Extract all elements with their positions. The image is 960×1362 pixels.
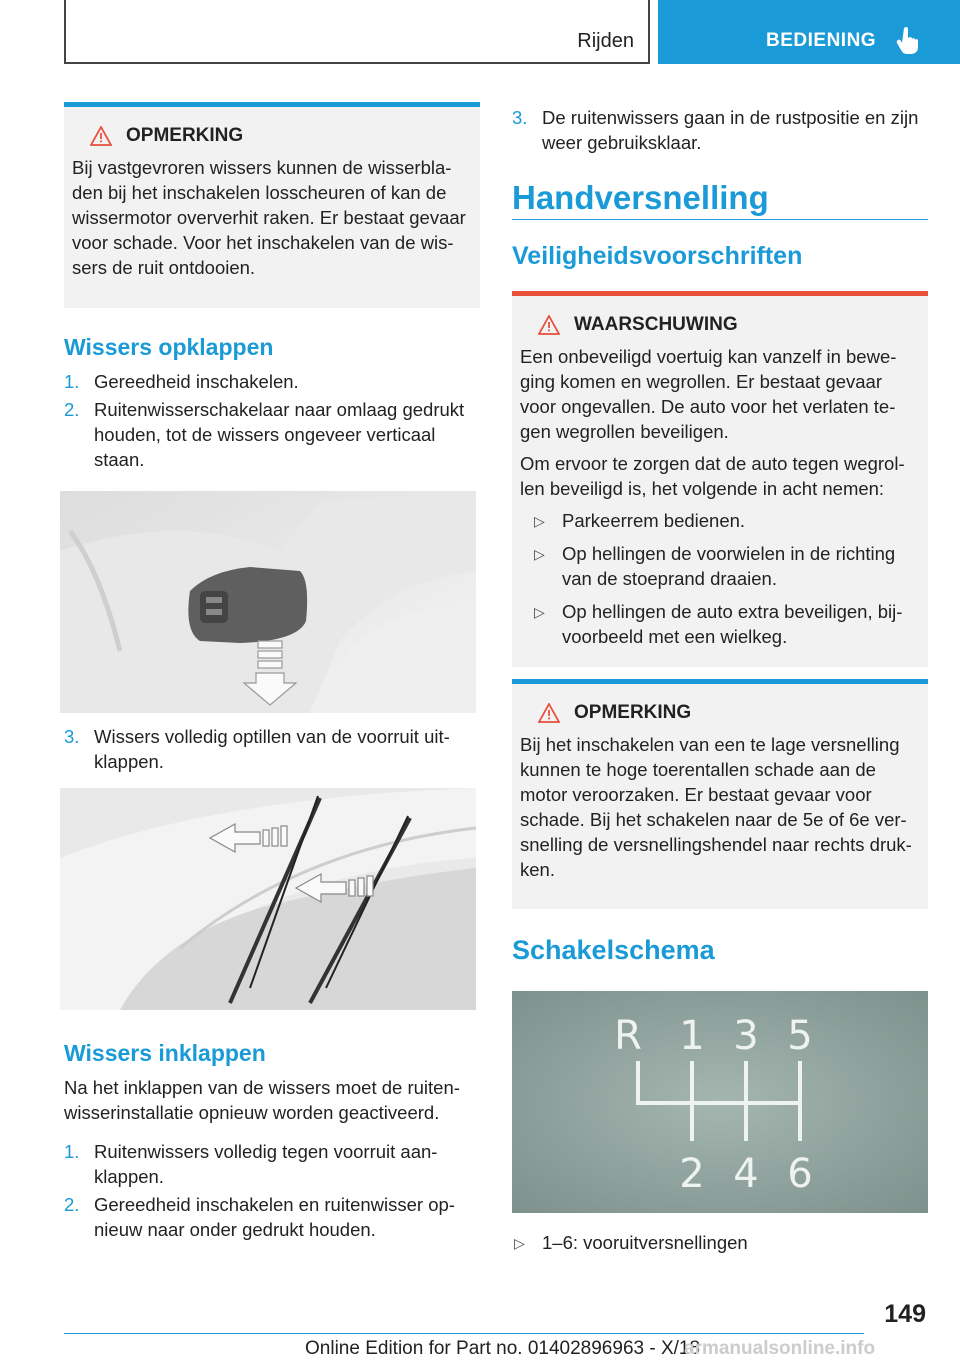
notice-heading-text: OPMERKING xyxy=(126,125,244,146)
step-text: Gereedheid inschakelen en ruitenwisser op- nieuw naar onder gedrukt houden. xyxy=(94,1194,455,1240)
footer-divider xyxy=(64,1333,864,1334)
step-text: Ruitenwisserschakelaar naar omlaag gedrukt houden, tot de wissers ongeveer verticaal staan. xyxy=(94,399,465,470)
triangle-bullet-icon: ▷ xyxy=(534,546,545,562)
header-chapter-tab xyxy=(658,0,960,64)
step-text: Ruitenwissers volledig tegen voorruit aan- klappen. xyxy=(94,1141,438,1187)
step-text: De ruitenwissers gaan in de rustpositie en zijn weer gebruiksklaar. xyxy=(542,107,919,153)
warning-text-1: Een onbeveiligd voertuig kan vanzelf in bewe- ging komen en wegrollen. Er bestaat gevaar voor ongevallen. De auto voor het verlaten te- gen wegrollen beveiligen. xyxy=(520,346,897,442)
header-chapter-label: BEDIENING xyxy=(766,30,877,51)
page-number: 149 xyxy=(884,1300,926,1328)
section-title-schema: Schakelschema xyxy=(512,935,715,965)
section-title-fold-in: Wissers inklappen xyxy=(64,1040,266,1066)
triangle-bullet-icon: ▷ xyxy=(514,1235,525,1251)
list-item xyxy=(520,541,920,591)
fold-in-intro: Na het inklappen van de wissers moet de ruiten- wisserinstallatie opnieuw worden geactiveerd. xyxy=(64,1077,460,1123)
step-number: 1. xyxy=(64,371,80,392)
fold-in-section xyxy=(64,1040,480,1245)
notice-text: Bij het inschakelen van een te lage versnelling kunnen te hoge toerentallen schade aan de motor veroorzaken. Er bestaat gevaar voor schade. Bij het schakelen naar de 5e of 6e ver- snelling de versnellingshendel naar rechts druk- ken. xyxy=(520,734,912,880)
notice-box xyxy=(512,679,928,909)
header-section-box xyxy=(64,0,650,64)
section-title-fold-up: Wissers opklappen xyxy=(64,334,274,360)
triangle-bullet-icon: ▷ xyxy=(534,513,545,529)
gear-label-bottom: 2 xyxy=(679,1151,705,1197)
list-item xyxy=(64,724,480,774)
left-column xyxy=(64,102,480,475)
warning-heading xyxy=(538,314,920,336)
list-item xyxy=(520,508,920,533)
step-number: 2. xyxy=(64,1194,80,1215)
warning-box xyxy=(512,291,928,667)
bullet-text: Parkeerrem bedienen. xyxy=(562,510,746,531)
bullet-text: Op hellingen de voorwielen in de richting van de stoeprand draaien. xyxy=(562,543,896,589)
list-item xyxy=(512,105,928,155)
list-item xyxy=(520,599,920,649)
list-item xyxy=(64,369,480,394)
warning-triangle-icon xyxy=(538,703,560,723)
gear-label-top: 1 xyxy=(679,1013,705,1059)
step-number: 2. xyxy=(64,399,80,420)
wipers-raised-illustration xyxy=(60,788,476,1010)
triangle-bullet-icon: ▷ xyxy=(534,604,545,620)
shift-pattern-diagram xyxy=(512,991,928,1213)
edition-text: Online Edition for Part no. 01402896963 - X/18 xyxy=(305,1338,701,1359)
gear-label-bottom: 4 xyxy=(733,1151,759,1197)
bullet-text: 1–6: vooruitversnellingen xyxy=(542,1232,748,1253)
right-column xyxy=(512,105,928,966)
chapter-title: Handversnelling xyxy=(512,179,928,220)
step-number: 3. xyxy=(512,107,528,128)
notice-heading-text: OPMERKING xyxy=(574,702,692,723)
step-number: 3. xyxy=(64,726,80,747)
section-title-safety: Veiligheidsvoorschriften xyxy=(512,242,803,270)
header-section-label: Rijden xyxy=(577,30,634,52)
list-item xyxy=(64,397,480,472)
step-number: 1. xyxy=(64,1141,80,1162)
fold-up-step3-block xyxy=(64,724,480,777)
warning-heading-text: WAARSCHUWING xyxy=(574,314,738,335)
gear-label-top: 3 xyxy=(733,1013,759,1059)
notice-heading xyxy=(90,125,472,147)
notice-heading xyxy=(538,702,920,724)
gear-bullet-list xyxy=(512,1226,928,1263)
warning-triangle-icon xyxy=(90,126,112,146)
gear-label-bottom: 6 xyxy=(787,1151,813,1197)
list-item xyxy=(64,1139,480,1189)
list-item xyxy=(512,1230,928,1255)
step-text: Gereedheid inschakelen. xyxy=(94,371,299,392)
gear-label-top: R xyxy=(614,1013,642,1059)
wiper-switch-illustration xyxy=(60,491,476,713)
bullet-text: Op hellingen de auto extra beveiligen, bij- voorbeeld met een wielkeg. xyxy=(562,601,903,647)
list-item xyxy=(64,1192,480,1242)
warning-text-2: Om ervoor te zorgen dat de auto tegen wegrol- len beveiligd is, het volgende in acht nemen: xyxy=(520,453,905,499)
warning-triangle-icon xyxy=(538,315,560,335)
notice-box xyxy=(64,102,480,308)
fold-up-steps xyxy=(64,369,480,472)
hand-pointer-icon xyxy=(896,26,922,54)
step-text: Wissers volledig optillen van de voorruit uit- klappen. xyxy=(94,726,450,772)
notice-text: Bij vastgevroren wissers kunnen de wisserbla- den bij het inschakelen losscheuren of kan de wissermotor oververhit raken. Er bestaat gevaar voor schade. Voor het inschakelen van de wis- sers de ruit ontdooien. xyxy=(72,157,466,278)
watermark-text: armanualsonline.info xyxy=(684,1338,876,1359)
gear-label-top: 5 xyxy=(787,1013,813,1059)
